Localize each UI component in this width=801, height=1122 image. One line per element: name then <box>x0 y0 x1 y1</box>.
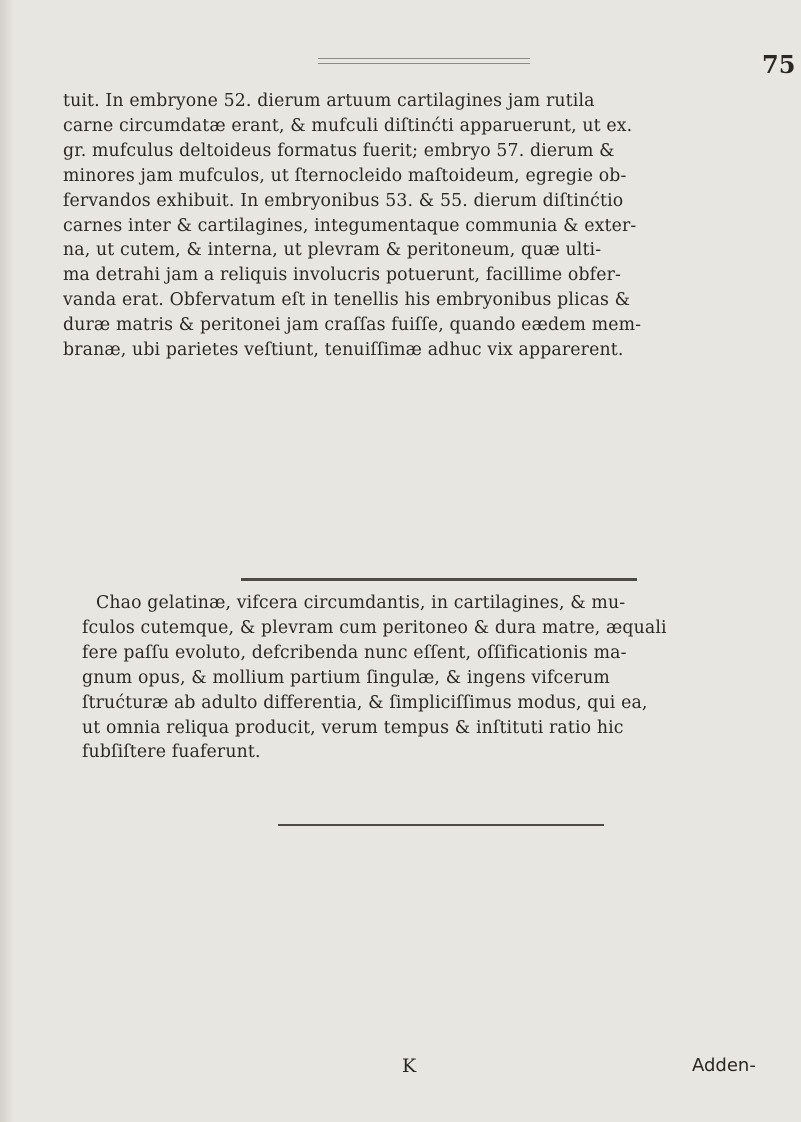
text-line: gr. mufculus deltoideus formatus fuerit; embryo 57. dierum & <box>63 140 615 161</box>
text-line: gnum opus, & mollium partium ſingulæ, & ingens vifcerum <box>82 667 610 688</box>
text-line: tuit. In embryone 52. dierum artuum cartilagines jam rutila <box>63 91 595 111</box>
text-line: na, ut cutem, & interna, ut plevram & peritoneum, quæ ulti- <box>63 240 602 261</box>
end-divider <box>278 824 604 826</box>
text-line: carnes inter & cartilagines, integumentaque communia & exter- <box>63 215 637 236</box>
text-line: vanda erat. Obfervatum eſt in tenellis his embryonibus plicas & <box>63 290 631 311</box>
paragraph-2 <box>82 591 667 765</box>
text-line: ut omnia reliqua producit, verum tempus & inſtituti ratio hic <box>82 717 624 738</box>
section-divider <box>241 578 637 581</box>
text-line: ſtrućturæ ab adulto differentia, & ſimpliciſſimus modus, qui ea, <box>82 692 648 713</box>
text-line: Chao gelatinæ, vifcera circumdantis, in cartilagines, & mu- <box>96 593 626 613</box>
header-rule <box>318 58 530 64</box>
paragraph-1 <box>63 89 641 363</box>
catchword: Adden- <box>692 1055 756 1076</box>
text-line: fculos cutemque, & plevram cum peritoneo & dura matre, æquali <box>82 617 667 638</box>
text-line: fubſiſtere fuaferunt. <box>82 742 261 763</box>
text-line: ma detrahi jam a reliquis involucris potuerunt, facillime obfer- <box>63 265 622 286</box>
text-line: branæ, ubi parietes veſtiunt, tenuiſſimæ adhuc vix apparerent. <box>63 340 624 361</box>
text-line: fervandos exhibuit. In embryonibus 53. & 55. dierum diſtinćtio <box>63 190 624 211</box>
text-line: duræ matris & peritonei jam craſſas fuiſſe, quando eædem mem- <box>63 315 642 336</box>
signature-mark: K <box>402 1055 417 1077</box>
text-line: carne circumdatæ erant, & mufculi diſtinćti apparuerunt, ut ex. <box>63 115 633 136</box>
text-line: minores jam mufculos, ut ſternocleido maſtoideum, egregie ob- <box>63 165 627 186</box>
page-number: 75 <box>762 50 796 79</box>
page-edge-shadow <box>0 0 14 1122</box>
text-line: fere paſſu evoluto, defcribenda nunc eſſent, oſſificationis ma- <box>82 642 627 663</box>
